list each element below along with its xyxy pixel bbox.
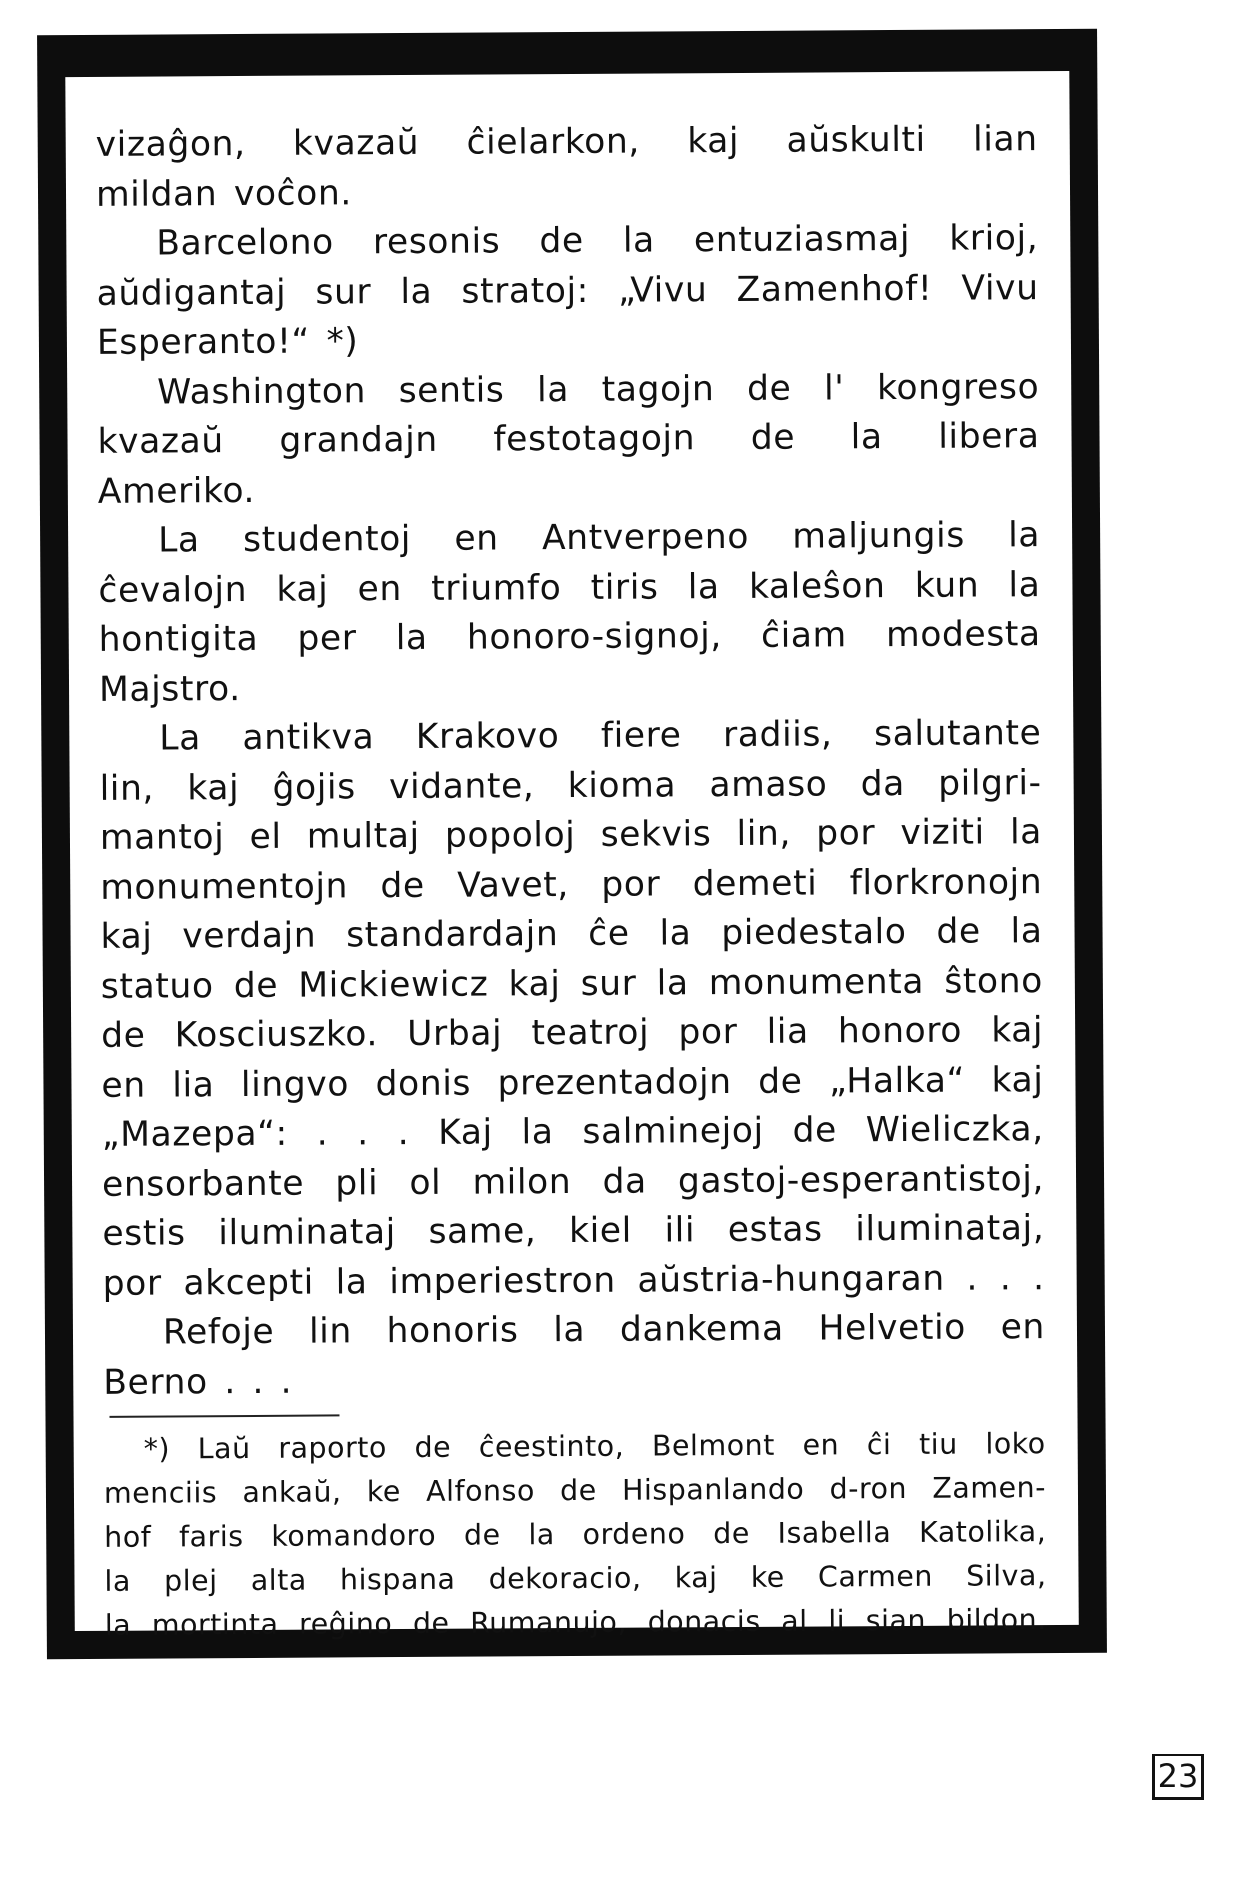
text-line-22: ensorbante pli ol milon da gastoj-esperantistoj, — [101, 1158, 1045, 1205]
text-line-8: Ameriko. — [97, 470, 256, 512]
text-line-2: mildan voĉon. — [95, 172, 353, 215]
text-line-4: aŭdigantaj sur la stratoj: „Vivu Zamenhof! Vivu — [96, 267, 1039, 314]
text-line-19: de Kosciuszko. Urbaj teatroj por lia honoro kaj — [101, 1010, 1044, 1056]
footnote-line-2: menciis ankaŭ, ke Alfonso de Hispanlando d-ron Zamen- — [103, 1471, 1047, 1510]
text-line-12: Majstro. — [98, 668, 241, 710]
text-line-1: vizaĝon, kvazaŭ ĉielarkon, kaj aŭskulti lian — [95, 119, 1038, 165]
text-line-16: monumentojn de Vavet, por demeti florkronojn — [100, 861, 1043, 908]
text-line-3: Barcelono resonis de la entuziasmaj krioj, — [156, 218, 1039, 264]
text-line-21: „Mazepa“: . . . Kaj la salminejoj de Wieliczka, — [101, 1109, 1044, 1155]
text-line-10: ĉevalojn kaj en triumfo tiris la kaleŝon kun la — [98, 564, 1041, 611]
text-line-14: lin, kaj ĝojis vidante, kioma amaso da pilgri- — [99, 762, 1042, 809]
text-line-20: en lia lingvo donis prezentadojn de „Halka“ kaj — [101, 1059, 1044, 1106]
text-line-24: por akcepti la imperiestron aŭstria-hungaran . . . — [102, 1257, 1045, 1304]
text-line-7: kvazaŭ grandajn festotagojn de la libera — [97, 416, 1040, 462]
footnote — [104, 1422, 1047, 1648]
text-line-17: kaj verdajn standardajn ĉe la piedestalo de la — [100, 911, 1043, 957]
text-line-9: La studentoj en Antverpeno maljungis la — [158, 515, 1041, 561]
footnote-line-5: la mortinta reĝino de Rumanujo, donacis al li sian bildon. — [104, 1603, 1047, 1642]
page-number: 23 — [1152, 1754, 1204, 1800]
text-line-6: Washington sentis la tagojn de l' kongreso — [157, 366, 1040, 413]
text-line-15: mantoj el multaj popoloj sekvis lin, por viziti la — [99, 812, 1043, 858]
text-line-11: hontigita per la honoro-signoj, ĉiam modesta — [98, 614, 1041, 660]
text-area — [65, 71, 1078, 1642]
text-line-26: Berno . . . — [103, 1361, 293, 1403]
text-line-23: estis iluminataj same, kiel ili estas iluminataj, — [102, 1208, 1045, 1254]
text-line-5: Esperanto!“ *) — [96, 321, 359, 363]
text-line-18: statuo de Mickiewicz kaj sur la monumenta ŝtono — [100, 960, 1043, 1007]
footnote-line-1: *) Laŭ raporto de ĉeestinto, Belmont en ĉi tiu loko — [143, 1427, 1046, 1466]
footnote-line-4: la plej alta hispana dekoracio, kaj ke Carmen Silva, — [104, 1559, 1047, 1598]
text-line-13: La antikva Krakovo fiere radiis, salutante — [159, 713, 1042, 759]
footnote-line-3: hof faris komandoro de la ordeno de Isabella Katolika, — [104, 1515, 1047, 1554]
text-line-25: Refoje lin honoris la dankema Helvetio en — [162, 1307, 1046, 1353]
footnote-separator-rule — [109, 1414, 339, 1417]
black-border-frame — [37, 29, 1107, 1659]
main-text — [96, 115, 1046, 1408]
